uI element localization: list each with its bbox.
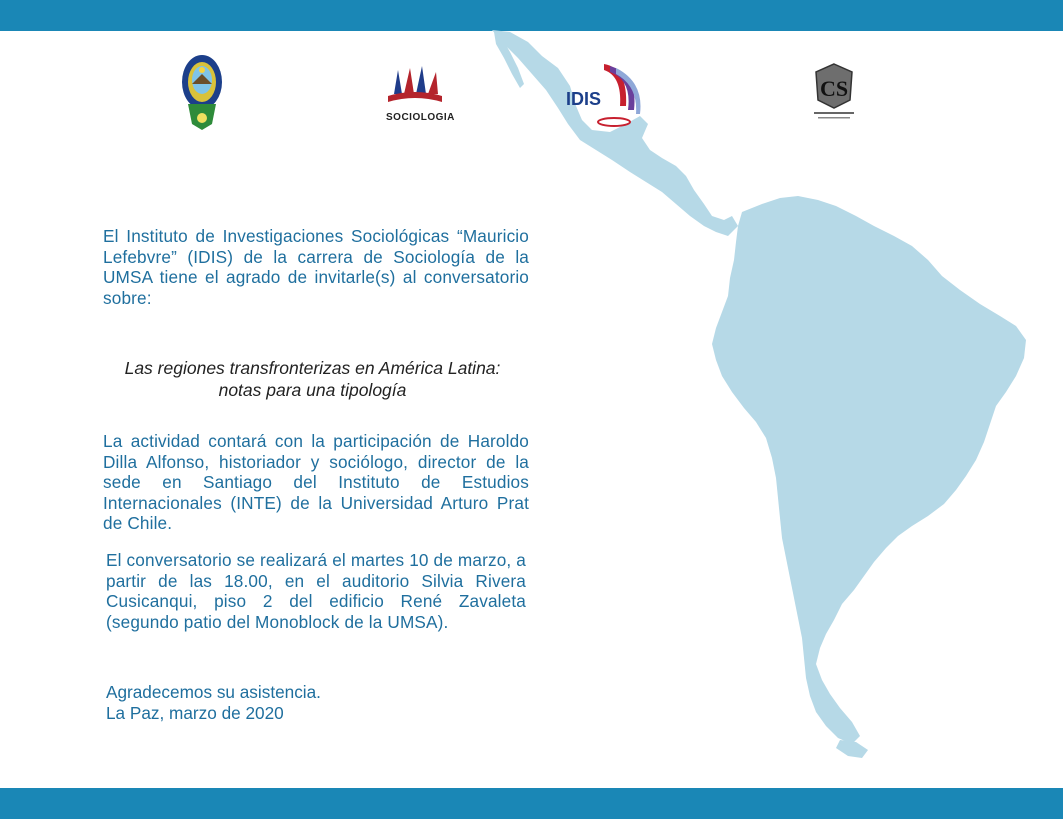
latin-america-map <box>480 28 1063 788</box>
thanks-text: Agradecemos su asistencia. <box>106 682 321 702</box>
map-central-america <box>492 30 738 236</box>
idis-logo <box>564 62 644 128</box>
bottom-band <box>0 788 1063 819</box>
sociologia-label: SOCIOLOGIA <box>386 112 455 123</box>
idis-label: IDIS <box>566 89 602 109</box>
university-seal-icon <box>180 54 224 132</box>
intro-paragraph: El Instituto de Investigaciones Sociológicas “Mauricio Lefebvre” (IDIS) de la carrera de Sociología de la UMSA tiene el agrado de invitarle(s) al conversatorio sobre: <box>103 226 529 308</box>
facultad-initials: CS <box>819 76 849 101</box>
facultad-logo <box>812 62 856 124</box>
umsa-seal-logo <box>180 54 224 132</box>
map-south-america <box>712 196 1026 744</box>
event-title-line1: Las regiones transfronterizas en América Latina: <box>124 358 501 378</box>
place-date-text: La Paz, marzo de 2020 <box>106 703 284 723</box>
event-title-line2: notas para una tipología <box>218 380 407 400</box>
book-icon <box>384 66 446 112</box>
map-tierra-del-fuego <box>836 740 868 758</box>
top-band <box>0 0 1063 31</box>
participation-paragraph: La actividad contará con la participación de Haroldo Dilla Alfonso, historiador y sociólogo, director de la sede en Santiago del Instituto de Estudios Internacionales (INTE) de la Universidad Arturo Prat de Chile. <box>103 431 529 533</box>
facultad-shield-icon <box>812 62 856 124</box>
event-title <box>90 357 535 401</box>
sociologia-logo <box>384 66 455 123</box>
venue-paragraph: El conversatorio se realizará el martes 10 de marzo, a partir de las 18.00, en el auditorio Silvia Rivera Cusicanqui, piso 2 del edificio René Zavaleta (segundo patio del Monoblock de la UMSA). <box>106 550 526 632</box>
